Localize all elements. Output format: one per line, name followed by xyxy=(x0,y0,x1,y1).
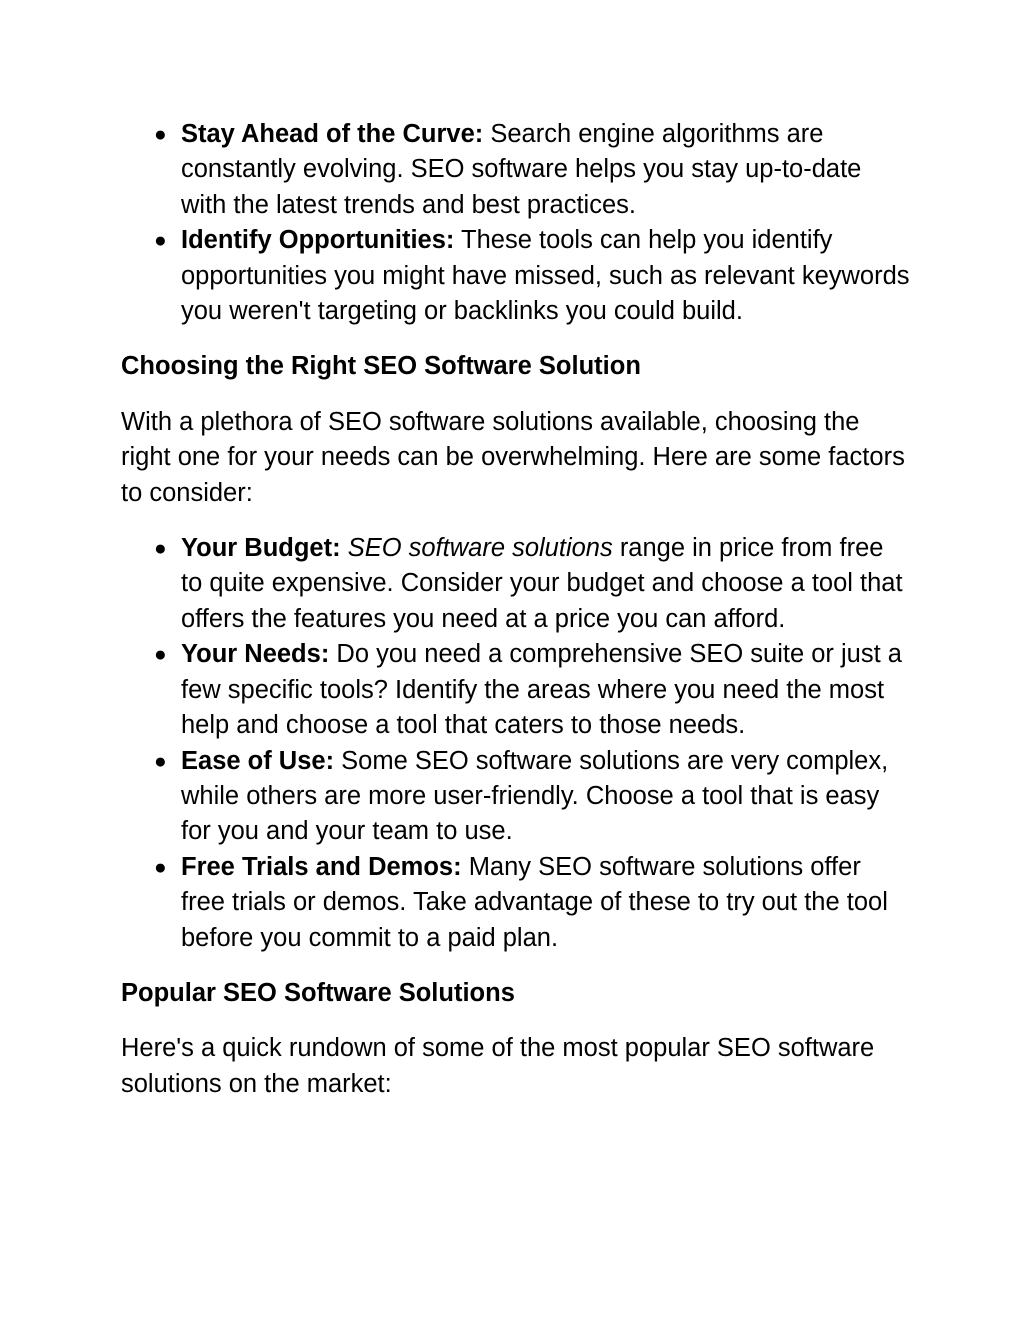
bullet-icon: ● xyxy=(154,855,167,879)
list-item-emphasis: SEO software solutions xyxy=(347,534,613,563)
list-item-text: Do you need a comprehensive SEO suite or just a few specific tools? Identify the areas where you need the most help and choose a tool that caters to those needs. xyxy=(181,640,902,740)
factors-list xyxy=(121,531,911,956)
list-item-lead: Free Trials and Demos: xyxy=(181,852,462,881)
intro-paragraph: With a plethora of SEO software solutions available, choosing the right one for your needs can be overwhelming. Here are some factors to consider: xyxy=(121,407,905,507)
list-item-lead: Identify Opportunities: xyxy=(181,226,455,255)
list-item xyxy=(121,223,911,329)
document-page xyxy=(121,117,911,1102)
list-item xyxy=(121,531,911,637)
list-item-text: Some SEO software solutions are very complex, while others are more user-friendly. Choose a tool that is easy for you and your team to use. xyxy=(181,746,889,846)
closing-paragraph: Here's a quick rundown of some of the most popular SEO software solutions on the market: xyxy=(121,1034,875,1098)
section-heading-choosing: Choosing the Right SEO Software Solution xyxy=(121,352,641,381)
list-item-text: These tools can help you identify opportunities you might have missed, such as relevant keywords you weren't targeting or backlinks you could build. xyxy=(181,226,910,326)
list-item-text: Search engine algorithms are constantly evolving. SEO software helps you stay up-to-date with the latest trends and best practices. xyxy=(181,120,862,219)
list-item-lead: Ease of Use: xyxy=(181,746,335,775)
bullet-icon: ● xyxy=(154,229,167,253)
list-item xyxy=(121,637,911,743)
bullet-icon: ● xyxy=(154,643,167,667)
section-heading-popular: Popular SEO Software Solutions xyxy=(121,978,515,1007)
bullet-icon: ● xyxy=(154,537,167,561)
list-item xyxy=(121,850,911,956)
bullet-icon: ● xyxy=(154,749,167,773)
list-item-text: range in price from free to quite expensive. Consider your budget and choose a tool that offers the features you need at a price you can afford. xyxy=(181,534,903,633)
benefits-list xyxy=(121,117,911,329)
list-item-lead: Stay Ahead of the Curve: xyxy=(181,120,484,148)
list-item xyxy=(121,744,911,850)
list-item-text: Many SEO software solutions offer free trials or demos. Take advantage of these to try out the tool before you commit to a paid plan. xyxy=(181,852,888,952)
list-item-lead: Your Needs: xyxy=(181,640,330,669)
bullet-icon: ● xyxy=(154,123,167,146)
list-item-lead: Your Budget: xyxy=(181,534,341,563)
list-item xyxy=(121,117,911,223)
